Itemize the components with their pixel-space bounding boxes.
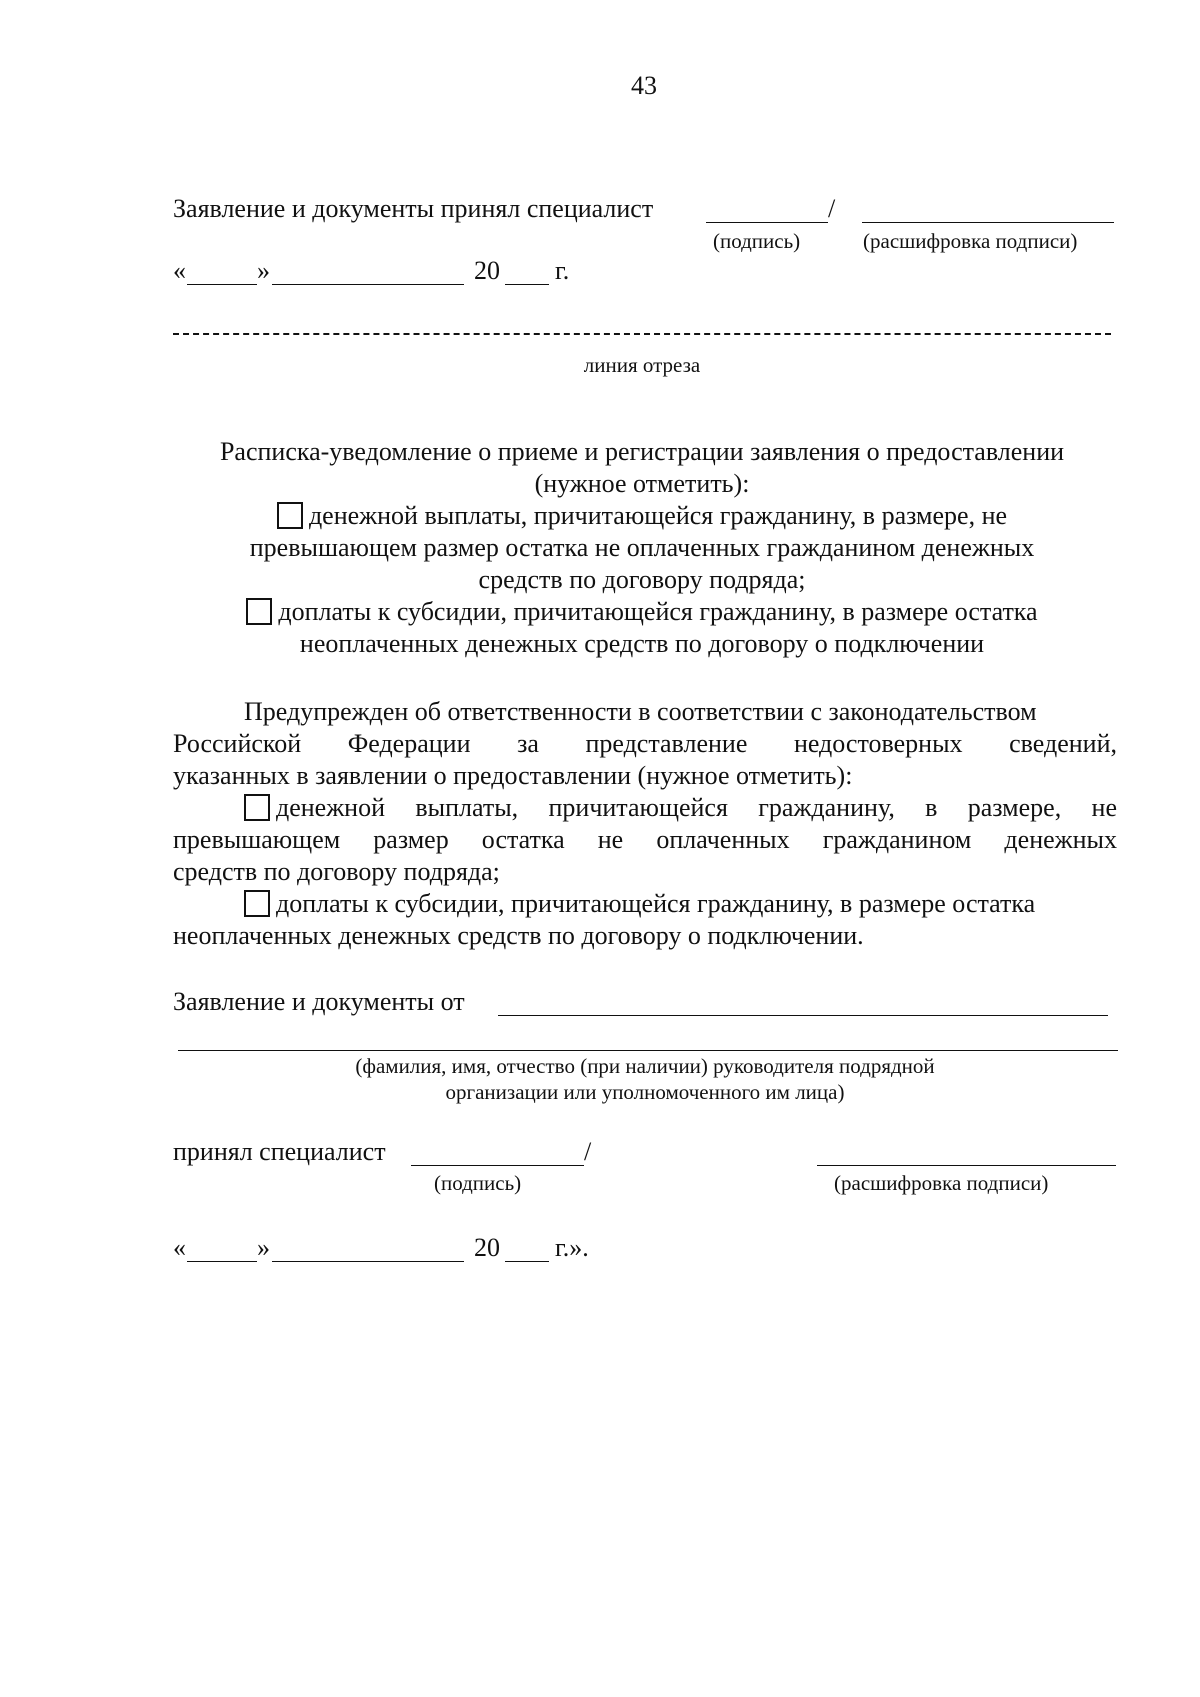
date-open-quote: « bbox=[173, 256, 186, 285]
warning-option2-line1: доплаты к субсидии, причитающейся гражданину, в размере остатка bbox=[276, 889, 1036, 918]
date-month-field[interactable] bbox=[272, 284, 464, 285]
date-close-quote: » bbox=[257, 256, 270, 285]
receipt-option2-line2: неоплаченных денежных средств по договору о подключении bbox=[299, 629, 985, 658]
name-caption bbox=[173, 1053, 1117, 1105]
cut-line-caption: линия отреза bbox=[583, 353, 701, 377]
receipt-option1-line3: средств по договору подряда; bbox=[478, 565, 806, 594]
date-day-field[interactable] bbox=[187, 284, 257, 285]
receipt-option2 bbox=[173, 596, 1111, 628]
receipt-title-line2: (нужное отметить): bbox=[534, 469, 750, 498]
bottom-date-year-field[interactable] bbox=[505, 1261, 549, 1262]
bottom-date-month-field[interactable] bbox=[272, 1261, 464, 1262]
warning-block bbox=[173, 696, 1117, 952]
documents-from-field[interactable] bbox=[498, 1015, 1108, 1016]
bottom-year-suffix: г.». bbox=[555, 1233, 589, 1262]
bottom-year-prefix: 20 bbox=[474, 1233, 500, 1262]
signature-caption: (подпись) bbox=[713, 229, 801, 253]
name-caption-line1: (фамилия, имя, отчество (при наличии) руководителя подрядной bbox=[355, 1054, 935, 1078]
decoding-caption: (расшифровка подписи) bbox=[863, 229, 1078, 253]
warning-option1-line1: денежной выплаты, причитающейся гражданину, в размере, не bbox=[276, 793, 1117, 822]
signature-decoding-field[interactable] bbox=[862, 222, 1114, 223]
warning-option2 bbox=[173, 888, 1117, 920]
receipt-option2-line1: доплаты к субсидии, причитающейся гражданину, в размере остатка bbox=[278, 597, 1038, 626]
warning-intro-line1: Предупрежден об ответственности в соответствии с законодательством bbox=[244, 697, 1037, 726]
receipt-title-line1: Расписка-уведомление о приеме и регистрации заявления о предоставлении bbox=[219, 437, 1065, 466]
accepted-label: принял специалист bbox=[173, 1137, 386, 1166]
bottom-date-open-quote: « bbox=[173, 1233, 186, 1262]
date-year-field[interactable] bbox=[505, 284, 549, 285]
documents-from-label: Заявление и документы от bbox=[173, 987, 465, 1016]
page-number: 43 bbox=[631, 71, 657, 100]
bottom-signature-slash: / bbox=[584, 1137, 592, 1166]
signature-field[interactable] bbox=[706, 222, 828, 223]
signature-slash: / bbox=[828, 194, 836, 223]
bottom-date-day-field[interactable] bbox=[187, 1261, 257, 1262]
bottom-signature-field[interactable] bbox=[411, 1165, 584, 1166]
warning-option1-checkbox[interactable] bbox=[244, 794, 270, 821]
receipt-option2-checkbox[interactable] bbox=[246, 598, 272, 625]
cut-line bbox=[173, 333, 1111, 335]
receipt-option1-checkbox[interactable] bbox=[277, 502, 303, 529]
receipt-option1-line2: превышающем размер остатка не оплаченных гражданином денежных bbox=[249, 533, 1035, 562]
year-suffix: г. bbox=[555, 256, 570, 285]
warning-intro-line3: указанных в заявлении о предоставлении (нужное отметить): bbox=[173, 761, 853, 790]
name-caption-line2: организации или уполномоченного им лица) bbox=[445, 1080, 845, 1104]
bottom-decoding-caption: (расшифровка подписи) bbox=[834, 1171, 1049, 1195]
warning-option1-line3: средств по договору подряда; bbox=[173, 857, 500, 886]
warning-option2-line2: неоплаченных денежных средств по договору о подключении. bbox=[173, 921, 864, 950]
warning-option1 bbox=[173, 792, 1117, 824]
receipt-title bbox=[173, 436, 1111, 660]
accepted-by-label: Заявление и документы принял специалист bbox=[173, 194, 654, 223]
bottom-signature-caption: (подпись) bbox=[434, 1171, 522, 1195]
warning-option2-checkbox[interactable] bbox=[244, 890, 270, 917]
bottom-date-close-quote: » bbox=[257, 1233, 270, 1262]
warning-option1-line2: превышающем размер остатка не оплаченных гражданином денежных bbox=[173, 825, 1117, 854]
receipt-option1-line1: денежной выплаты, причитающейся гражданину, в размере, не bbox=[308, 501, 1008, 530]
documents-from-field-continued[interactable] bbox=[178, 1050, 1118, 1051]
warning-intro-line2: Российской Федерации за представление недостоверных сведений, bbox=[173, 729, 1117, 758]
bottom-decoding-field[interactable] bbox=[817, 1165, 1116, 1166]
receipt-option1 bbox=[173, 500, 1111, 532]
year-prefix: 20 bbox=[474, 256, 500, 285]
